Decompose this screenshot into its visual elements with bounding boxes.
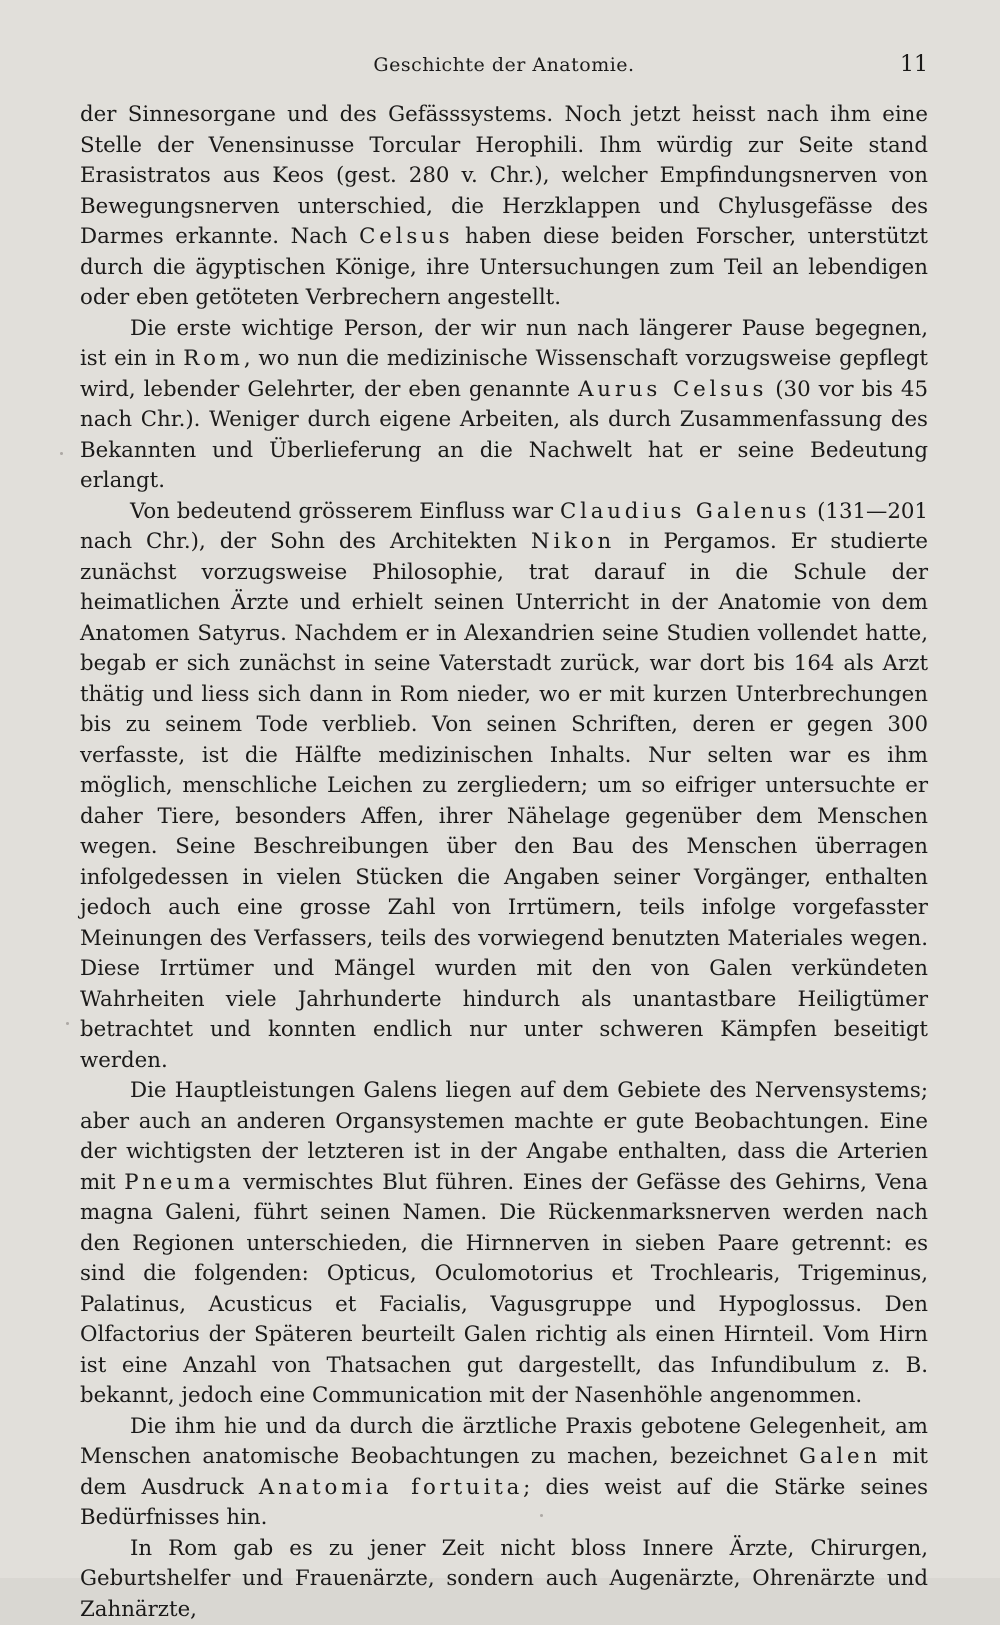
running-head: Geschichte der Anatomie. xyxy=(80,54,928,76)
paper-speck xyxy=(540,1514,543,1517)
spaced-name-claudius-galenus: Claudius Galenus xyxy=(560,499,810,524)
paragraph: Die erste wichtige Person, der wir nun nach längerer Pause begegnen, ist ein in Rom, wo nun die medizinische Wissenschaft vorzugsweise gepflegt wird, lebender Gelehrter, der eben genannte Aurus Celsus (30 vor bis 45 nach Chr.). Weniger durch eigene Arbeiten, als durch Zusammenfassung des Bekannten und Überlieferung an die Nachwelt hat er seine Bedeutung erlangt. xyxy=(80,314,928,497)
page-header xyxy=(80,48,928,84)
paper-speck xyxy=(66,1022,69,1025)
spaced-name-galen: Galen xyxy=(799,1444,881,1469)
paragraph: Von bedeutend grösserem Einfluss war Claudius Galenus (131—201 nach Chr.), der Sohn des Architekten Nikon in Pergamos. Er studierte zunächst vorzugsweise Philosophie, trat darauf in die Schule der heimatlichen Ärzte und erhielt seinen Unterricht in der Anatomie von dem Anatomen Satyrus. Nachdem er in Alexandrien seine Studien vollendet hatte, begab er sich zunächst in seine Vaterstadt zurück, war dort bis 164 als Arzt thätig und liess sich dann in Rom nieder, wo er mit kurzen Unterbrechungen bis zu seinem Tode verblieb. Von seinen Schriften, deren er gegen 300 verfasste, ist die Hälfte medizinischen Inhalts. Nur selten war es ihm möglich, menschliche Leichen zu zergliedern; um so eifriger untersuchte er daher Tiere, besonders Affen, ihrer Nähelage gegenüber dem Menschen wegen. Seine Beschreibungen über den Bau des Menschen überragen infolgedessen in vielen Stücken die Angaben seiner Vorgänger, enthalten jedoch auch eine grosse Zahl von Irrtümern, teils infolge vorgefasster Meinungen des Verfassers, teils des vorwiegend benutzten Materiales wegen. Diese Irrtümer und Mängel wurden mit den von Galen verkündeten Wahrheiten viele Jahrhunderte hindurch als unantastbare Heiligtümer betrachtet und konnten endlich nur unter schweren Kämpfen beseitigt werden. xyxy=(80,497,928,1077)
spaced-term-anatomia-fortuita: Anatomia fortuita xyxy=(259,1475,523,1500)
spaced-term-pneuma: Pneuma xyxy=(124,1170,234,1195)
spaced-name-nikon: Nikon xyxy=(531,529,615,554)
spaced-name-rom: Rom xyxy=(183,346,244,371)
body-text xyxy=(80,100,928,1625)
spaced-name-celsus: Celsus xyxy=(359,224,453,249)
page-number: 11 xyxy=(900,52,928,77)
paragraph: Die Hauptleistungen Galens liegen auf dem Gebiete des Nervensystems; aber auch an anderen Organsystemen machte er gute Beobachtungen. Eine der wichtigsten der letzteren ist in der Angabe enthalten, dass die Arterien mit Pneuma vermischtes Blut führen. Eines der Gefässe des Gehirns, Vena magna Galeni, führt seinen Namen. Die Rückenmarksnerven werden nach den Regionen unterschieden, die Hirnnerven in sieben Paare getrennt: es sind die folgenden: Opticus, Oculomotorius et Trochlearis, Trigeminus, Palatinus, Acusticus et Facialis, Vagusgruppe und Hypoglossus. Den Olfactorius der Späteren beurteilt Galen richtig als einen Hirnteil. Vom Hirn ist eine Anzahl von Thatsachen gut dargestellt, das Infundibulum z. B. bekannt, jedoch eine Communication mit der Nasenhöhle angenommen. xyxy=(80,1076,928,1412)
spaced-name-aurus-celsus: Aurus Celsus xyxy=(578,377,767,402)
paragraph: In Rom gab es zu jener Zeit nicht bloss Innere Ärzte, Chirurgen, Geburtshelfer und Frauenärzte, sondern auch Augenärzte, Ohrenärzte und Zahnärzte, xyxy=(80,1534,928,1625)
paragraph-continued: der Sinnesorgane und des Gefässsystems. Noch jetzt heisst nach ihm eine Stelle der Venensinusse Torcular Herophili. Ihm würdig zur Seite stand Erasistratos aus Keos (gest. 280 v. Chr.), welcher Empfindungsnerven von Bewegungsnerven unterschied, die Herzklappen und Chylusgefässe des Darmes erkannte. Nach Celsus haben diese beiden Forscher, unterstützt durch die ägyptischen Könige, ihre Untersuchungen zum Teil an lebendigen oder eben getöteten Verbrechern angestellt. xyxy=(80,100,928,314)
paper-speck xyxy=(60,452,63,455)
paragraph: Die ihm hie und da durch die ärztliche Praxis gebotene Gelegenheit, am Menschen anatomische Beobachtungen zu machen, bezeichnet Galen mit dem Ausdruck Anatomia fortuita; dies weist auf die Stärke seines Bedürfnisses hin. xyxy=(80,1412,928,1534)
